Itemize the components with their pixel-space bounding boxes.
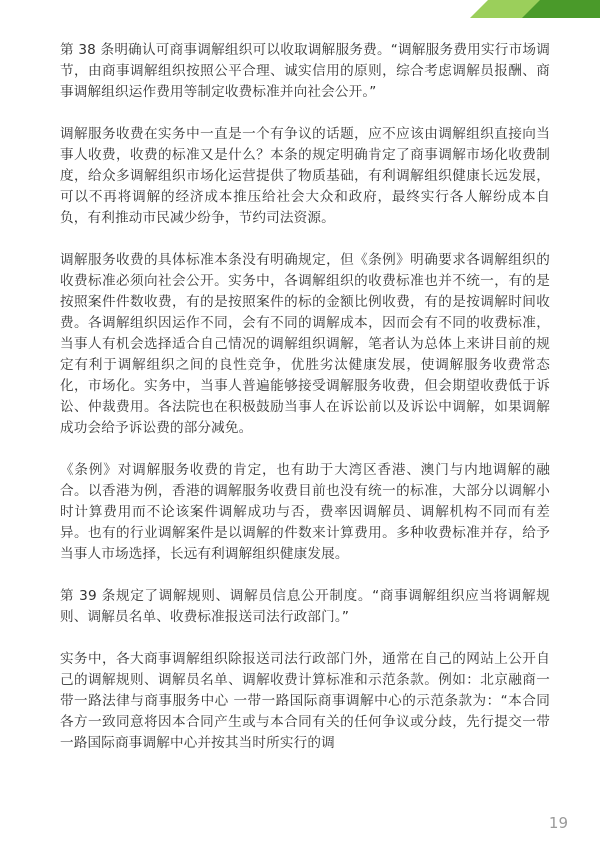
paragraph-article-39: 第 39 条规定了调解规则、调解员信息公开制度。“商事调解组织应当将调解规则、调解员名单、收费标准报送司法行政部门。”	[60, 588, 550, 625]
paragraph-practice-example: 实务中，各大商事调解组织除报送司法行政部门外，通常在自己的网站上公开自己的调解规则、调解员名单、调解收费计算标准和示范条款。例如：北京融商一带一路法律与商事服务中心 一带一路国际商事调解中心的示范条款为：“本合同各方一致同意将因本合同产生或与本合同有关的任何争议或分歧，先行提交一带一路国际商事调解中心并按其当时所实行的调	[60, 651, 550, 751]
paragraph-article-38: 第 38 条明确认可商事调解组织可以收取调解服务费。“调解服务费用实行市场调节，由商事调解组织按照公平合理、诚实信用的原则，综合考虑调解员报酬、商事调解组织运作费用等制定收费标准并向社会公开。”	[60, 42, 550, 100]
paragraph-fee-controversy: 调解服务收费在实务中一直是一个有争议的话题，应不应该由调解组织直接向当事人收费，收费的标准又是什么？本条的规定明确肯定了商事调解市场化收费制度，给众多调解组织市场化运营提供了物质基础，有利调解组织健康长远发展，可以不再将调解的经济成本推压给社会大众和政府，最终实行各人解纷成本自负，有利推动市民减少纷争，节约司法资源。	[60, 126, 550, 226]
paragraph-fee-standards: 调解服务收费的具体标准本条没有明确规定，但《条例》明确要求各调解组织的收费标准必须向社会公开。实务中，各调解组织的收费标准也并不统一，有的是按照案件件数收费，有的是按照案件的标的金额比例收费，有的是按调解时间收费。各调解组织因运作不同，会有不同的调解成本，因而会有不同的收费标准，当事人有机会选择适合自己情况的调解组织调解，笔者认为总体上来讲目前的规定有利于调解组织之间的良性竞争，优胜劣汰健康发展，使调解服务收费常态化，市场化。实务中，当事人普遍能够接受调解服务收费，但会期望收费低于诉讼、仲裁费用。各法院也在积极鼓励当事人在诉讼前以及诉讼中调解，如果调解成功会给予诉讼费的部分减免。	[60, 252, 550, 436]
article-body	[60, 40, 550, 775]
paragraph-greater-bay-area: 《条例》对调解服务收费的肯定，也有助于大湾区香港、澳门与内地调解的融合。以香港为例，香港的调解服务收费目前也没有统一的标准，大部分以调解小时计算费用而不论该案件调解成功与否，费率因调解员、调解机构不同而有差异。也有的行业调解案件是以调解的件数来计算费用。多种收费标准并存，给予当事人市场选择，长远有利调解组织健康发展。	[60, 462, 550, 562]
corner-accent-stripes	[370, 0, 600, 18]
page-number: 19	[548, 814, 568, 832]
